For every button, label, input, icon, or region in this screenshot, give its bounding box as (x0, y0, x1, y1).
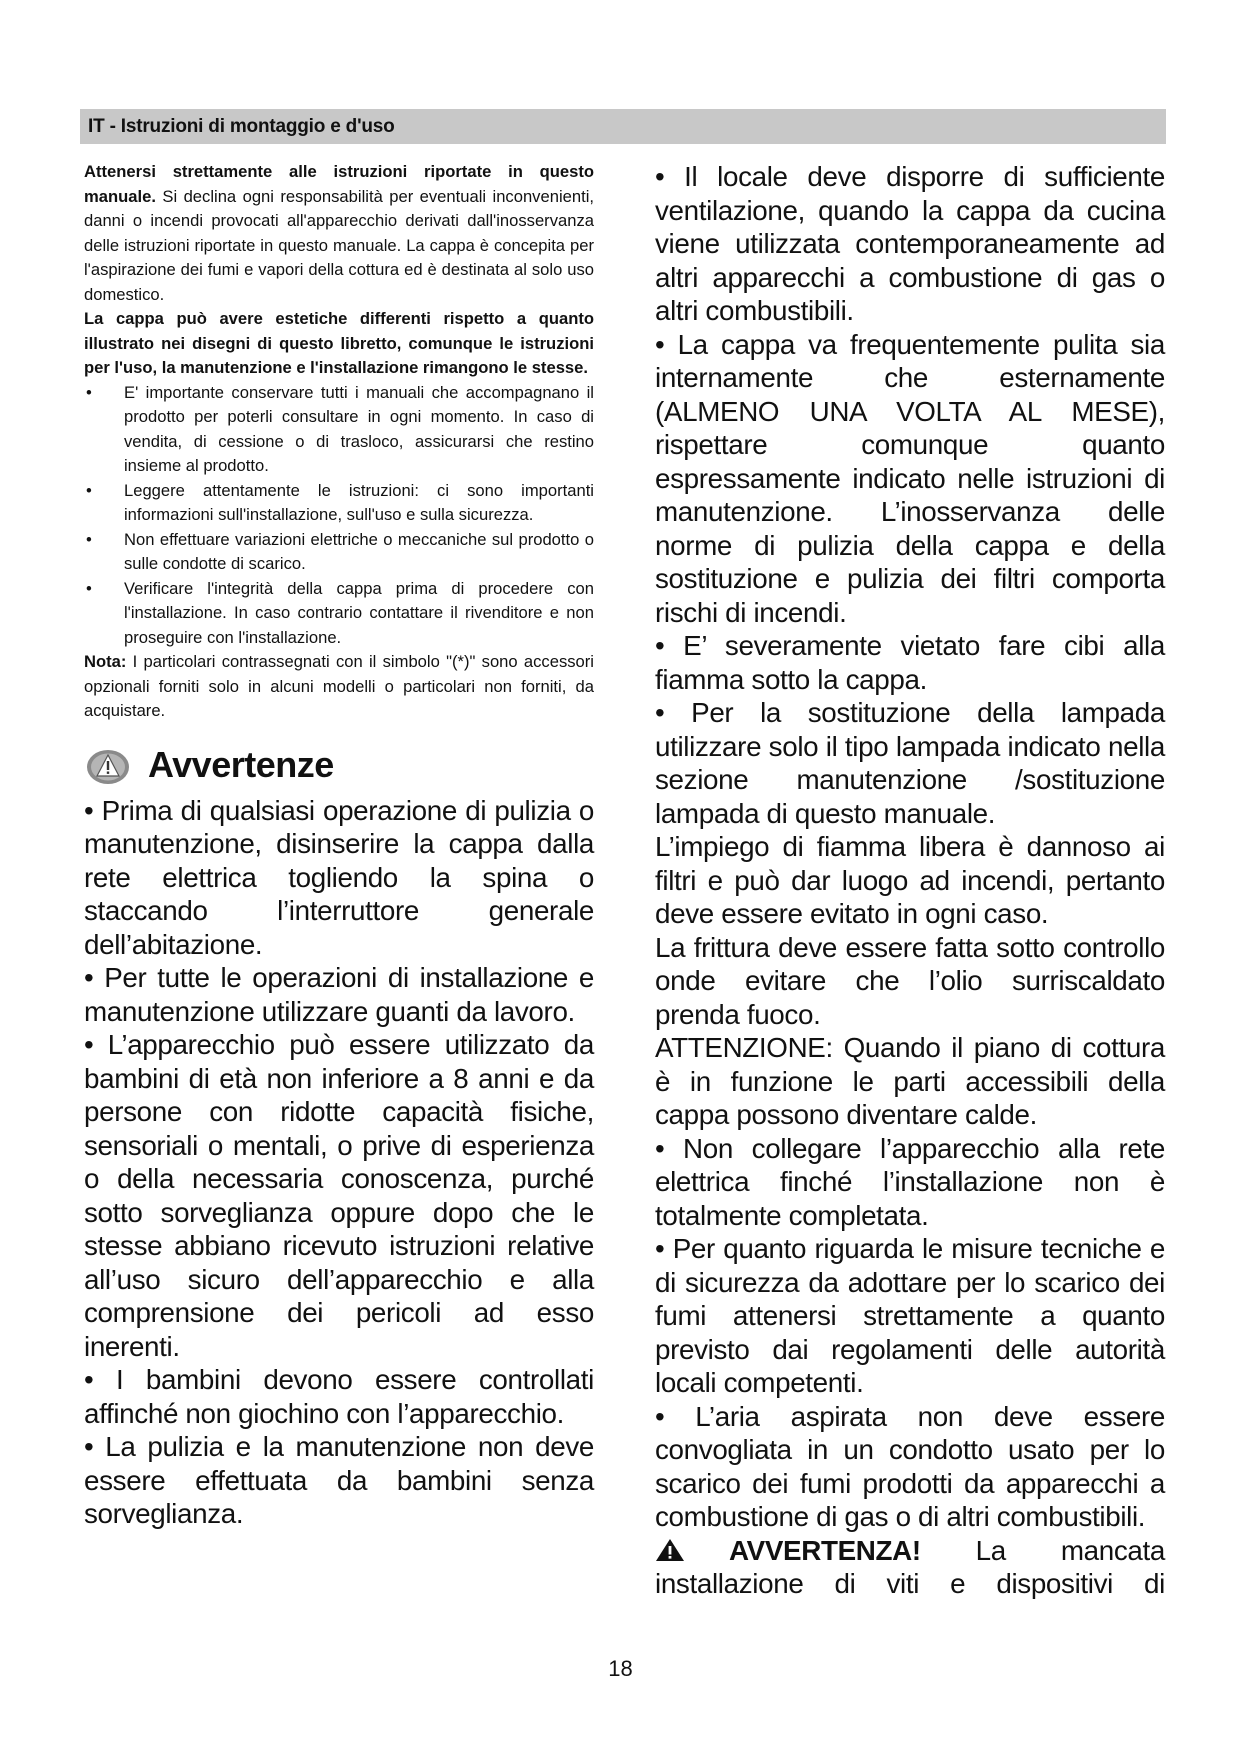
warning-paragraph: • La pulizia e la manutenzione non deve essere effettuata da bambini senza sorveglianza. (84, 1431, 594, 1529)
warning-paragraph: • La cappa va frequentemente pulita sia internamente che esternamente (ALMENO UNA VOLTA AL MESE), rispettare comunque quanto espressamente indicato nelle istruzioni di manutenzione. L’inosservanza delle norme di pulizia della cappa e della sostituzione e pulizia dei filtri comporta rischi di incendi. (655, 328, 1165, 628)
section-title: Avvertenze (148, 743, 334, 785)
warning-text: La mancata installazione di viti e dispositivi di (655, 1534, 1165, 1599)
warning-paragraph: • Prima di qualsiasi operazione di pulizia o manutenzione, disinserire la cappa dalla rete elettrica togliendo la spina o staccando l’interruttore generale dell’abitazione. (84, 794, 594, 960)
warnings-heading (84, 744, 594, 794)
intro-paragraph (84, 160, 594, 307)
page-title: IT - Istruzioni di montaggio e d'uso (88, 116, 395, 137)
warning-paragraph: • Per quanto riguarda le misure tecniche e di sicurezza da adottare per lo scarico dei fumi attenersi strettamente a quanto previsto dai regolamenti delle autorità locali competenti. (655, 1233, 1165, 1398)
header-bar (80, 109, 1166, 144)
warning-paragraph: • I bambini devono essere controllati affinché non giochino con l’apparecchio. (84, 1364, 594, 1429)
final-warning (655, 1534, 1165, 1601)
warning-paragraph: • Non collegare l’apparecchio alla rete elettrica finché l’installazione non è totalmente completata. (655, 1132, 1165, 1231)
warning-paragraph: • L’aria aspirata non deve essere convogliata in un condotto usato per lo scarico dei fumi prodotti da apparecchi a combustione di gas o di altri combustibili. (655, 1400, 1165, 1532)
warning-triangle-icon (86, 748, 130, 786)
list-item: • Non effettuare variazioni elettriche o meccaniche sul prodotto o sulle condotte di scarico. (86, 529, 594, 573)
page-number: 18 (608, 1656, 633, 1681)
warning-paragraph: L’impiego di fiamma libera è dannoso ai filtri e può dar luogo ad incendi, pertanto deve essere evitato in ogni caso. (655, 831, 1165, 929)
warning-label: AVVERTENZA! (729, 1534, 921, 1566)
right-column (655, 160, 1165, 1601)
warning-paragraph: • Il locale deve disporre di sufficiente ventilazione, quando la cappa da cucina viene utilizzata contemporaneamente ad altri apparecchi a combustione di gas o altri combustibili. (655, 161, 1165, 326)
warning-paragraph: ATTENZIONE: Quando il piano di cottura è in funzione le parti accessibili della cappa possono diventare calde. (655, 1032, 1165, 1130)
warning-paragraph: • Per tutte le operazioni di installazione e manutenzione utilizzare guanti da lavoro. (84, 962, 594, 1027)
left-column (84, 160, 594, 1531)
design-note: La cappa può avere estetiche differenti rispetto a quanto illustrato nei disegni di questo libretto, comunque le istruzioni per l'uso, la manutenzione e l'installazione rimangono le stesse. (84, 309, 594, 377)
list-item: • E' importante conservare tutti i manuali che accompagnano il prodotto per poterli consultare in ogni momento. In caso di vendita, di cessione o di trasloco, assicurarsi che restino insieme al prodotto. (86, 382, 594, 475)
note-paragraph (84, 650, 594, 724)
warning-paragraph: • L’apparecchio può essere utilizzato da bambini di età non inferiore a 8 anni e da persone con ridotte capacità fisiche, sensoriali o mentali, o prive di esperienza o della necessaria conoscenza, purché sotto sorveglianza oppure dopo che le stesse abbiano ricevuto istruzioni relative all’uso sicuro dell’apparecchio e alla comprensione dei pericoli ad esso inerenti. (84, 1029, 594, 1362)
warning-paragraph: • Per la sostituzione della lampada utilizzare solo il tipo lampada indicato nella sezione manutenzione /sostituzione lampada di questo manuale. (655, 697, 1165, 829)
note-label: Nota: (84, 652, 127, 671)
warning-paragraph: La frittura deve essere fatta sotto controllo onde evitare che l’olio surriscaldato prenda fuoco. (655, 931, 1165, 1030)
warning-paragraph: • E’ severamente vietato fare cibi alla fiamma sotto la cappa. (655, 630, 1165, 695)
intro-bold: Attenersi strettamente alle istruzioni riportate in questo manuale. (84, 162, 594, 206)
list-item: • Verificare l'integrità della cappa prima di procedere con l'installazione. In caso contrario contattare il rivenditore e non proseguire con l'installazione. (86, 578, 594, 647)
warning-triangle-icon (655, 1538, 685, 1562)
note-text: I particolari contrassegnati con il simbolo "(*)" sono accessori opzionali forniti solo in alcuni modelli o particolari non forniti, da acquistare. (84, 652, 594, 720)
intro-text: Si declina ogni responsabilità per eventuali inconvenienti, danni o incendi provocati all'apparecchio derivati dall'inosservanza delle istruzioni riportate in questo manuale. La cappa è concepita per l'aspirazione dei fumi e vapori della cottura ed è destinata al solo uso domestico. (84, 186, 594, 304)
list-item: • Leggere attentamente le istruzioni: ci sono importanti informazioni sull'installazione, sull'uso e sulla sicurezza. (86, 480, 594, 524)
